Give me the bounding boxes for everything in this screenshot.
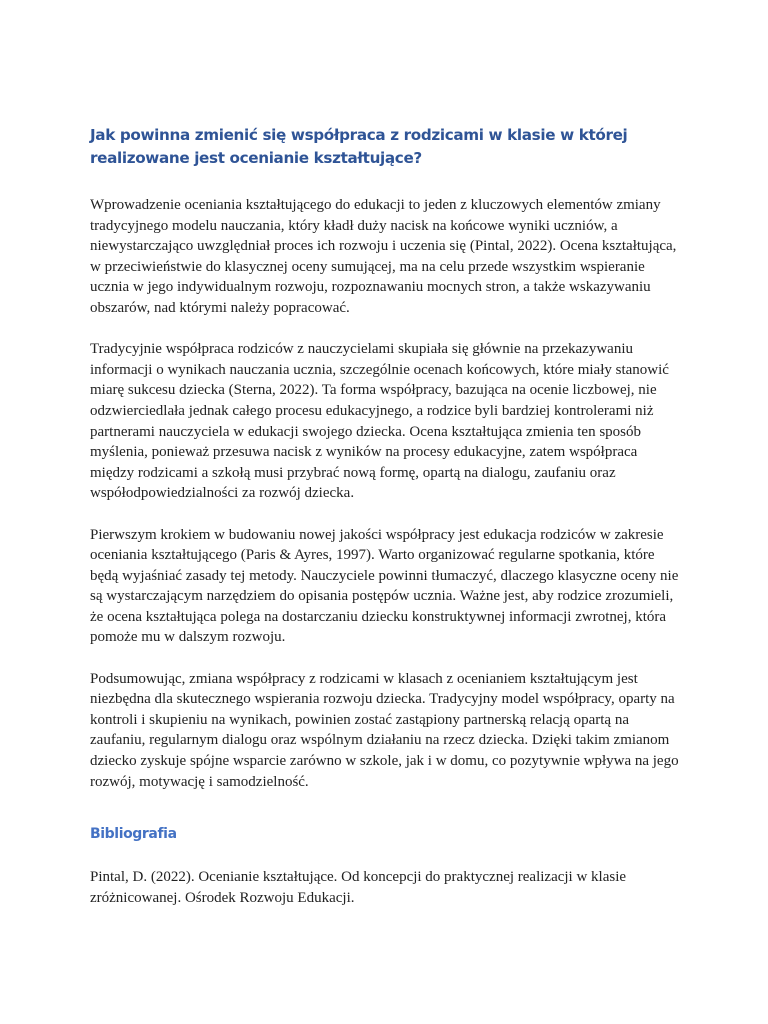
document-content <box>90 124 680 908</box>
paragraph-parent-education: Pierwszym krokiem w budowaniu nowej jakości współpracy jest edukacja rodziców w zakresie oceniania kształtującego (Paris & Ayres, 1997). Warto organizować regularne spotkania, które będą wyjaśniać zasady tej metody. Nauczyciele powinni tłumaczyć, dlaczego klasyczne oceny nie są wystarczającym narzędziem do opisania postępów ucznia. Ważne jest, aby rodzice zrozumieli, że ocena kształtująca polega na dostarczaniu dziecku konstruktywnej informacji zwrotnej, która pomoże mu w dalszym rozwoju. <box>90 526 679 646</box>
paragraph-summary: Podsumowując, zmiana współpracy z rodzicami w klasach z ocenianiem kształtującym jest niezbędna dla skutecznego wspierania rozwoju dziecka. Tradycyjny model współpracy, oparty na kontroli i skupieniu na wynikach, powinien zostać zastąpiony partnerską relacją opartą na zaufaniu, regularnym dialogu oraz wspólnym działaniu na rzecz dziecka. Dzięki takim zmianom dziecko zyskuje spójne wsparcie zarówno w szkole, jak i w domu, co pozytywnie wpływa na jego rozwój, motywację i samodzielność. <box>90 670 679 790</box>
bibliography-entry: Pintal, D. (2022). Ocenianie kształtujące. Od koncepcji do praktycznej realizacji w klasie zróżnicowanej. Ośrodek Rozwoju Edukacji. <box>90 869 627 906</box>
bibliography-heading: Bibliografia <box>90 826 177 843</box>
paragraph-traditional-cooperation: Tradycyjnie współpraca rodziców z nauczycielami skupiała się głównie na przekazywaniu informacji o wynikach nauczania ucznia, szczególnie ocenach końcowych, które miały stanowić miarę sukcesu dziecka (Sterna, 2022). Ta forma współpracy, bazująca na ocenie liczbowej, nie odzwierciedlała jednak całego procesu edukacyjnego, a rodzice byli bardziej kontrolerami niż partnerami nauczyciela w edukacji swojego dziecka. Ocena kształtująca zmienia ten sposób myślenia, ponieważ przesuwa nacisk z wyników na procesy edukacyjne, zatem współpraca między rodzicami a szkołą musi przybrać nową formę, opartą na dialogu, zaufaniu oraz współodpowiedzialności za rozwój dziecka. <box>90 341 669 502</box>
document-title: Jak powinna zmienić się współpraca z rodzicami w klasie w której realizowane jest ocenianie kształtujące? <box>90 126 628 167</box>
paragraph-introduction: Wprowadzenie oceniania kształtującego do edukacji to jeden z kluczowych elementów zmiany tradycyjnego modelu nauczania, który kładł duży nacisk na końcowe wyniki uczniów, a niewystarczająco uwzględniał proces ich rozwoju i uczenia się (Pintal, 2022). Ocena kształtująca, w przeciwieństwie do klasycznej oceny sumującej, ma na celu przede wszystkim wspieranie ucznia w jego indywidualnym rozwoju, rozpoznawaniu mocnych stron, a także wskazywaniu obszarów, nad którymi należy popracować. <box>90 197 677 316</box>
